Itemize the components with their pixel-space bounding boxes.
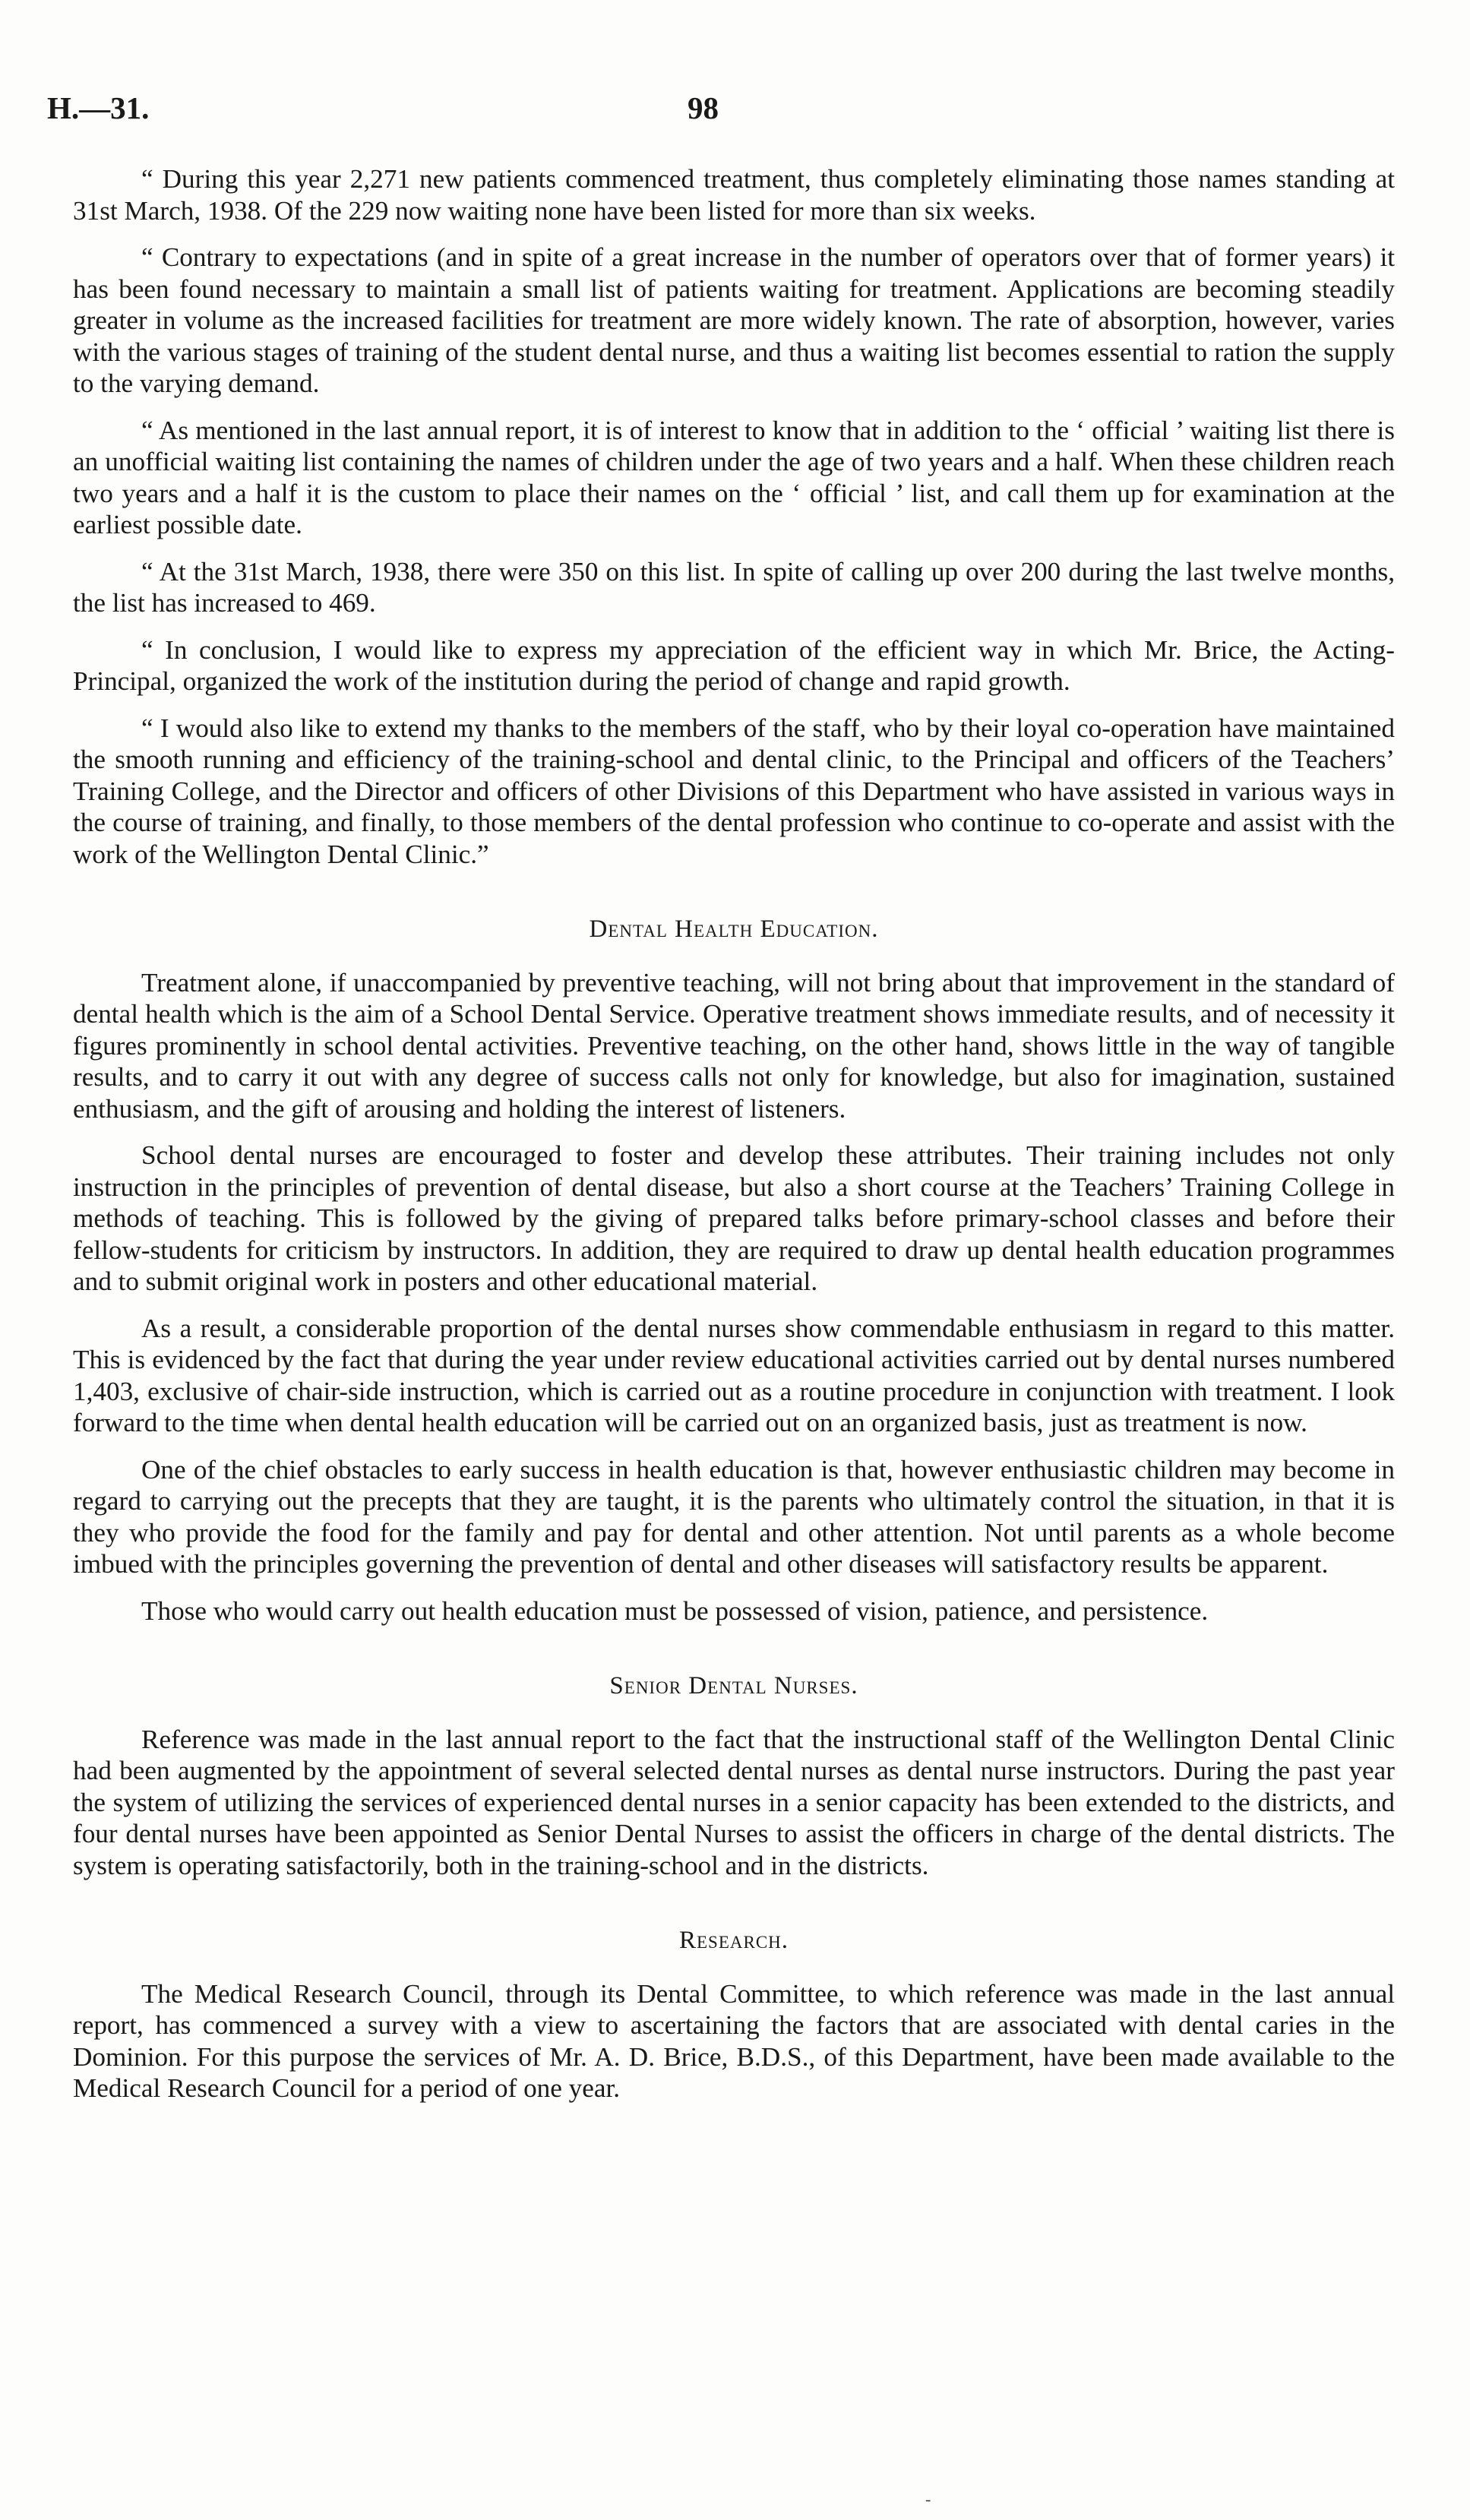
section-heading-research: Research. — [678, 1927, 789, 1954]
paragraph: As a result, a considerable proportion of the dental nurses show commendable enthusiasm in regard to this matter. This is evidenced by the fact that during the year under review educational activities carried out by dental nurses numbered 1,403, exclusive of chair-side instruction, which is carried out as a routine procedure in conjunction with treatment. I look forward to the time when dental health education will be carried out on an organized basis, just as treatment is now. — [73, 1313, 1395, 1437]
page-number: 98 — [688, 90, 719, 125]
paragraph: School dental nurses are encouraged to foster and develop these attributes. Their training includes not only instruction in the principles of prevention of dental disease, but also a short course at the Teachers’ Training College in methods of teaching. This is followed by the giving of prepared talks before primary-school classes and before their fellow-students for criticism by instructors. In addition, they are required to draw up dental health education programmes and to submit original work in posters and other educational material. — [73, 1140, 1395, 1296]
footer-mark: - — [925, 2490, 931, 2509]
document-reference: H.—31. — [47, 90, 150, 125]
quoted-paragraph: “ Contrary to expectations (and in spite of a great increase in the number of operators over that of former years) it has been found necessary to maintain a small list of patients waiting for treatment. Applications are becoming steadily greater in volume as the increased facilities for treatment are more widely known. The rate of absorption, however, varies with the various stages of training of the student dental nurse, and thus a waiting list becomes essential to ration the supply to the varying demand. — [73, 242, 1395, 398]
quoted-paragraph: “ During this year 2,271 new patients commenced treatment, thus completely eliminating those names standing at 31st March, 1938. Of the 229 now waiting none have been listed for more than six weeks. — [73, 164, 1395, 226]
paragraph: The Medical Research Council, through its Dental Committee, to which reference was made in the last annual report, has commenced a survey with a view to ascertaining the factors that are associated with dental caries in the Dominion. For this purpose the services of Mr. A. D. Brice, B.D.S., of this Department, have been made available to the Medical Research Council for a period of one year. — [73, 1978, 1395, 2103]
paragraph: Reference was made in the last annual report to the fact that the instructional staff of the Wellington Dental Clinic had been augmented by the appointment of several selected dental nurses as dental nurse instructors. During the past year the system of utilizing the services of experienced dental nurses in a senior capacity has been extended to the districts, and four dental nurses have been appointed as Senior Dental Nurses to assist the officers in charge of the dental districts. The system is operating satisfactorily, both in the training-school and in the districts. — [73, 1724, 1395, 1880]
section-heading-dental-health-education: Dental Health Education. — [589, 915, 879, 943]
quoted-paragraph: “ As mentioned in the last annual report, it is of interest to know that in addition to the ‘ official ’ waiting list there is an unofficial waiting list containing the names of children under the age of two years and a half. When these children reach two years and a half it is the custom to place their names on the ‘ official ’ list, and call them up for examination at the earliest possible date. — [73, 415, 1395, 539]
quoted-paragraph: “ In conclusion, I would like to express my appreciation of the efficient way in which Mr. Brice, the Acting-Principal, organized the work of the institution during the period of change and rapid growth. — [73, 634, 1395, 696]
paragraph: Those who would carry out health education must be possessed of vision, patience, and persistence. — [141, 1595, 1209, 1626]
paragraph: Treatment alone, if unaccompanied by preventive teaching, will not bring about that improvement in the standard of dental health which is the aim of a School Dental Service. Operative treatment shows immediate results, and of necessity it figures prominently in school dental activities. Preventive teaching, on the other hand, shows little in the way of tangible results, and to carry it out with any degree of success calls not only for knowledge, but also for imagination, sustained enthusiasm, and the gift of arousing and holding the interest of listeners. — [73, 967, 1395, 1124]
body-text — [73, 163, 1395, 2120]
quoted-paragraph: “ I would also like to extend my thanks to the members of the staff, who by their loyal co-operation have maintained the smooth running and efficiency of the training-school and dental clinic, to the Principal and officers of the Teachers’ Training College, and the Director and officers of other Divisions of this Department who have assisted in various ways in the course of training, and finally, to those members of the dental profession who continue to co-operate and assist with the work of the Wellington Dental Clinic.” — [73, 713, 1395, 869]
section-heading-senior-dental-nurses: Senior Dental Nurses. — [609, 1672, 858, 1699]
quoted-paragraph: “ At the 31st March, 1938, there were 350 on this list. In spite of calling up over 200 during the last twelve months, the list has increased to 469. — [73, 556, 1395, 618]
paragraph: One of the chief obstacles to early success in health education is that, however enthusiastic children may become in regard to carrying out the precepts that they are taught, it is the parents who ultimately control the situation, in that it is they who provide the food for the family and pay for dental and other attention. Not until parents as a whole become imbued with the principles governing the prevention of dental and other diseases will satisfactory results be apparent. — [73, 1454, 1395, 1579]
